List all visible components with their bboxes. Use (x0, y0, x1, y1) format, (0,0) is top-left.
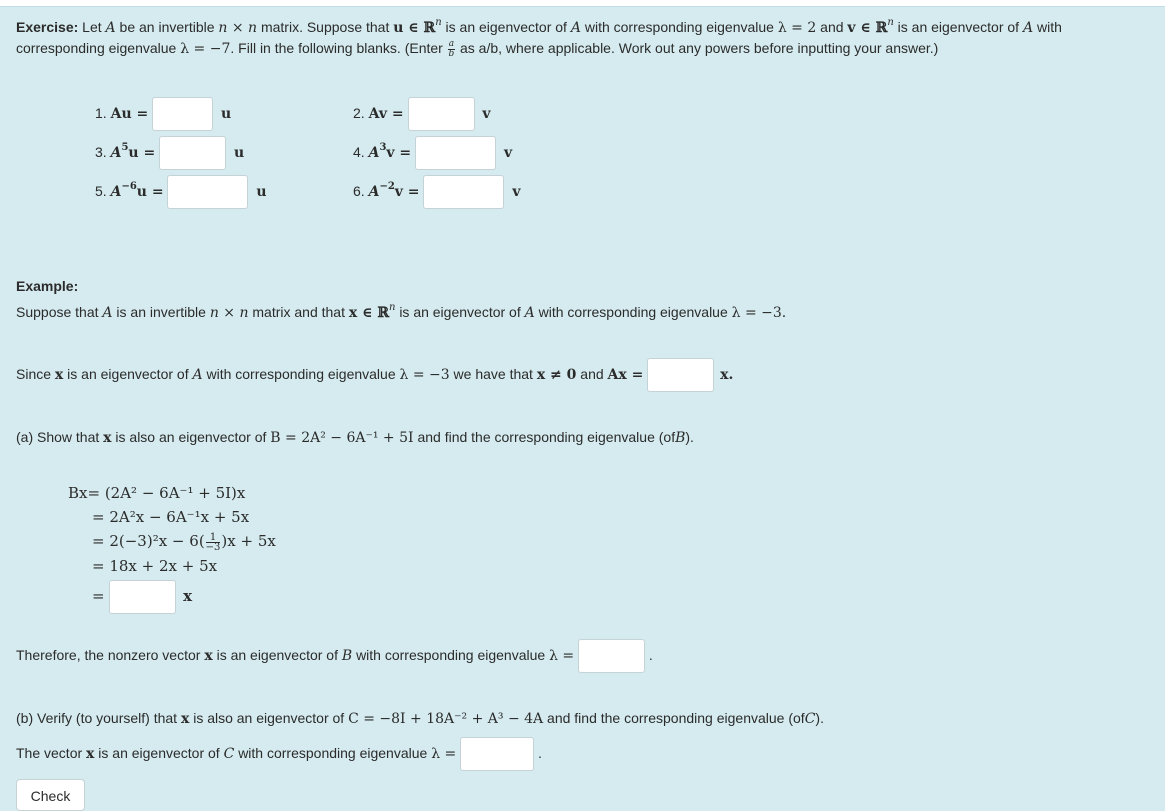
derivation-answer-input[interactable] (109, 580, 176, 614)
check-button[interactable]: Check (16, 779, 85, 811)
blank-item-4: 4. $A^3v = v$ (353, 135, 512, 169)
part-b-eigenvalue-input[interactable] (460, 737, 534, 771)
answer-input-5[interactable] (167, 175, 248, 209)
exercise-intro-line2: corresponding eigenvalue λ = −7. Fill in the following blanks. (Enter $\frac{a}{b}$ as a/b, where applicable. Work out any powers before inputting your answer.) (16, 39, 939, 59)
part-a-conclusion: Therefore, the nonzero vector x is an eigenvector of B with corresponding eigenvalue λ = . (16, 638, 653, 672)
answer-input-3[interactable] (159, 136, 226, 170)
example-since-line: Since x is an eigenvector of A with corresponding eigenvalue λ = −3 we have that x ≠ 0 and Ax = x. (16, 357, 733, 391)
example-heading: Example: (16, 278, 79, 294)
exercise-intro-line1: Exercise: Let A be an invertible n × n matrix. Suppose that u ∈ ℝ$^n$ is an eigenvector of A with corresponding eigenvalue λ = 2 and v ∈ ℝ$^n$ is an eigenvector of A with (16, 17, 1062, 36)
part-b-answer-line: The vector x is an eigenvector of C with corresponding eigenvalue λ = . (16, 736, 542, 770)
example-ax-input[interactable] (647, 358, 714, 392)
derivation-line-5: = x (92, 579, 192, 613)
answer-input-2[interactable] (408, 97, 475, 131)
derivation-line-3: = 2(−3)²x − 6( $\frac{1}{-3}$ )x + 5x (92, 531, 276, 553)
derivation-line-4: = 18x + 2x + 5x (92, 557, 218, 575)
part-a-eigenvalue-input[interactable] (578, 639, 645, 673)
part-a-prompt: (a) Show that x is also an eigenvector of B = 2A² − 6A⁻¹ + 5I and find the corresponding eigenvalue (ofB). (16, 429, 694, 446)
fraction-a-over-b: $\frac{a}{b}$ (448, 39, 455, 59)
exercise-label: Exercise: (16, 19, 79, 35)
answer-input-6[interactable] (423, 175, 504, 209)
example-suppose-line: Suppose that A is an invertible n × n matrix and that x ∈ ℝ$^n$ is an eigenvector of A with corresponding eigenvalue λ = −3. (16, 302, 787, 321)
answer-input-4[interactable] (415, 136, 496, 170)
derivation-line-1: Bx= (2A² − 6A⁻¹ + 5I)x (68, 484, 246, 502)
blank-item-6: 6. $A^{-2}v = v$ (353, 174, 520, 208)
blank-item-2: 2. Av = v (353, 96, 491, 130)
part-b-prompt: (b) Verify (to yourself) that x is also an eigenvector of C = −8I + 18A⁻² + A³ − 4A and find the corresponding eigenvalue (ofC). (16, 710, 824, 727)
blank-item-3: 3. $A^5u = u$ (95, 135, 244, 169)
blank-item-5: 5. $A^{-6}u = u$ (95, 174, 267, 208)
answer-input-1[interactable] (152, 97, 213, 131)
blank-item-1: 1. Au = u (95, 96, 231, 130)
exercise-panel (0, 6, 1165, 811)
derivation-line-2: = 2A²x − 6A⁻¹x + 5x (92, 508, 250, 526)
